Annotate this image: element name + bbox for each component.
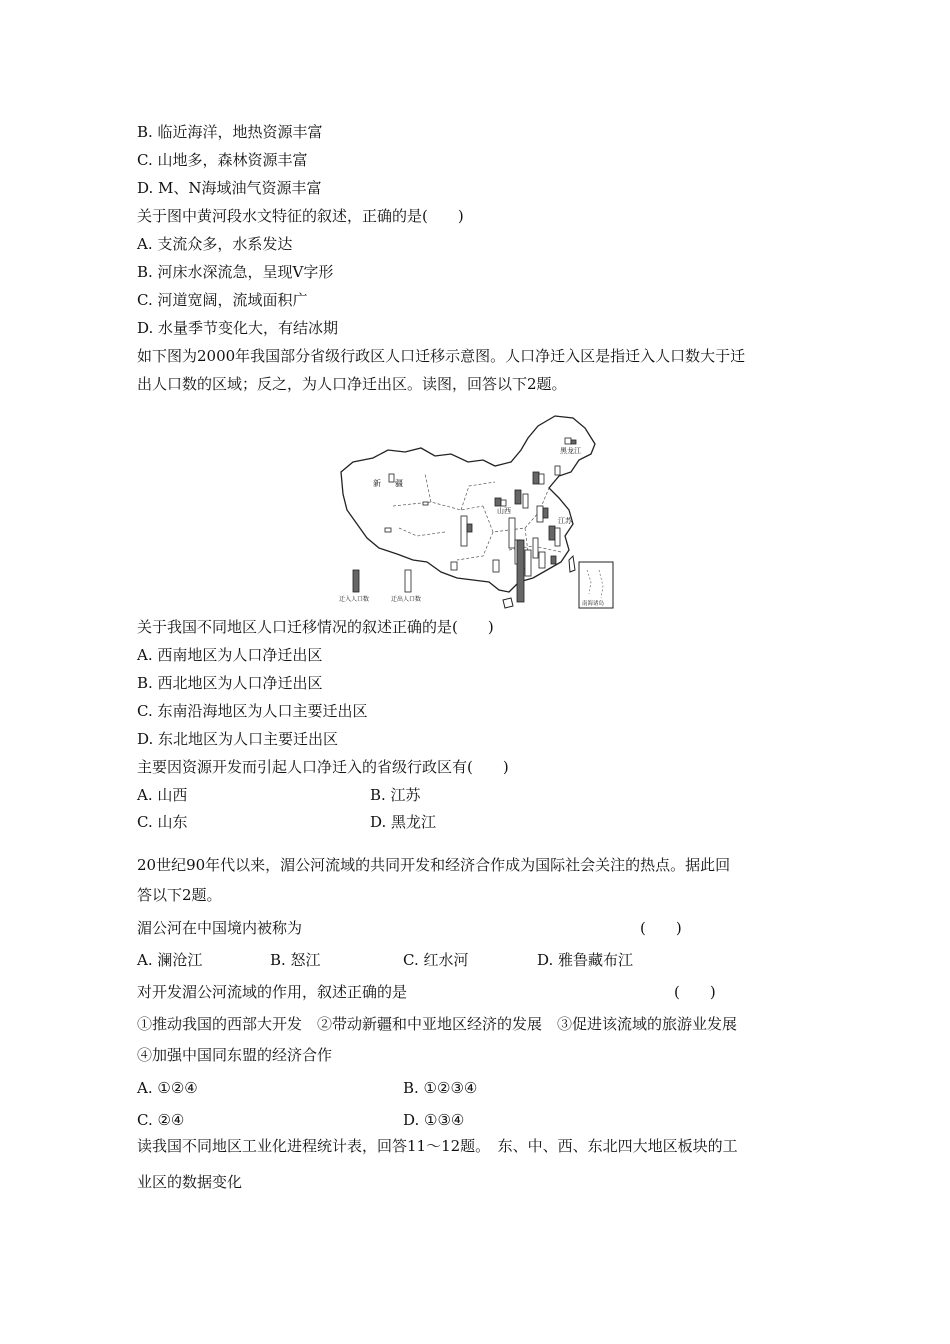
bar-sichuan-out (461, 516, 467, 546)
mekong-effect-option-d: D. ①③④ (403, 1111, 465, 1129)
migration-intro-line-1: 如下图为2000年我国部分省级行政区人口迁移示意图。人口净迁入区是指迁入人口数大于迁 (137, 347, 746, 365)
prev-option-b: B. 临近海洋，地热资源丰富 (137, 123, 323, 141)
bar-tibet-out (385, 528, 391, 532)
bar-guangxi-out (493, 560, 499, 572)
resource-option-d: D. 黑龙江 (370, 813, 437, 831)
bar-shandong-out (537, 506, 543, 522)
mekong-effect-option-b: B. ①②③④ (403, 1079, 478, 1097)
resource-option-c: C. 山东 (137, 813, 188, 831)
bar-anhui-out (533, 538, 538, 558)
legend-in-swatch (353, 570, 359, 592)
mekong-effect-items-line-1: ①推动我国的西部大开发 ②带动新疆和中亚地区经济的发展 ③促进该流域的旅游业发展 (137, 1015, 738, 1033)
bar-liaoning-out (539, 474, 544, 484)
legend-in-label: 迁入人口数 (339, 596, 370, 603)
industry-intro-line-2: 业区的数据变化 (137, 1173, 243, 1191)
mekong-intro-line-2: 答以下2题。 (137, 886, 222, 904)
yellow-river-option-b: B. 河床水深流急，呈现V字形 (137, 263, 334, 281)
resource-option-b: B. 江苏 (370, 786, 421, 804)
bar-hunan-out (525, 550, 531, 576)
mekong-name-option-d: D. 雅鲁藏布江 (537, 951, 634, 969)
south-sea-label: 南海诸岛 (582, 601, 605, 607)
bar-shandong-in (543, 508, 548, 518)
label-shanxi: 山西 (497, 507, 511, 515)
legend-out-swatch (405, 570, 411, 592)
yellow-river-option-d: D. 水量季节变化大，有结冰期 (137, 319, 339, 337)
migration-option-a: A. 西南地区为人口净迁出区 (137, 646, 323, 664)
hainan-island (503, 598, 513, 608)
migration-option-d: D. 东北地区为人口主要迁出区 (137, 730, 339, 748)
mekong-effect-option-a: A. ①②④ (137, 1079, 198, 1097)
label-jiangsu: 江苏 (558, 517, 572, 525)
mekong-name-option-b: B. 怒江 (270, 951, 321, 969)
mekong-effect-option-c: C. ②④ (137, 1111, 185, 1129)
china-map-figure (333, 410, 618, 612)
bar-jiangsu-out (555, 528, 560, 546)
bar-beijing-in (515, 490, 521, 504)
bar-hebei-out (523, 494, 528, 508)
mekong-name-question-stem: 湄公河在中国境内被称为 (137, 919, 303, 937)
yellow-river-question-stem: 关于图中黄河段水文特征的叙述，正确的是( ) (137, 207, 464, 225)
mekong-effect-question-stem: 对开发湄公河流域的作用，叙述正确的是 (137, 983, 408, 1001)
bar-heilongjiang-in (571, 440, 576, 444)
resource-option-a: A. 山西 (137, 786, 188, 804)
yellow-river-option-c: C. 河道宽阔，流域面积广 (137, 291, 308, 309)
bar-shanxi-in (495, 498, 501, 506)
yellow-river-option-a: A. 支流众多，水系发达 (137, 235, 293, 253)
bar-henan-out (509, 518, 515, 548)
prev-option-d: D. M、N海域油气资源丰富 (137, 179, 322, 197)
legend-out-label: 迁出人口数 (391, 596, 422, 603)
bar-guangdong-in (517, 540, 524, 602)
migration-option-c: C. 东南沿海地区为人口主要迁出区 (137, 702, 368, 720)
bar-heilongjiang-out (565, 438, 571, 444)
bar-xinjiang-out (389, 474, 394, 482)
bar-sichuan-in (467, 524, 472, 532)
prev-option-c: C. 山地多，森林资源丰富 (137, 151, 308, 169)
label-heilongjiang: 黑龙江 (560, 447, 581, 455)
migration-map (333, 410, 618, 612)
bar-jiangxi-out (539, 552, 545, 568)
bar-jiangsu-in (549, 526, 555, 540)
china-outline (341, 416, 595, 592)
migration-option-b: B. 西北地区为人口净迁出区 (137, 674, 323, 692)
industry-intro-line-1: 读我国不同地区工业化进程统计表，回答11～12题。 东、中、西、东北四大地区板块的工 (137, 1137, 738, 1155)
mekong-effect-items-line-2: ④加强中国同东盟的经济合作 (137, 1046, 333, 1064)
mekong-name-option-c: C. 红水河 (403, 951, 469, 969)
taiwan-island (569, 556, 575, 572)
bar-shanxi-out (501, 500, 506, 506)
mekong-name-option-a: A. 澜沧江 (137, 951, 203, 969)
mekong-intro-line-1: 20世纪90年代以来，湄公河流域的共同开发和经济合作成为国际社会关注的热点。据此回 (137, 856, 731, 874)
label-xinjiang-1: 新 (373, 479, 381, 488)
bar-qinghai-out (423, 502, 428, 505)
label-xinjiang-2: 疆 (395, 479, 403, 488)
bar-liaoning-in (533, 472, 539, 484)
resource-question-stem: 主要因资源开发而引起人口净迁入的省级行政区有( ) (137, 758, 509, 776)
mekong-name-answer-paren: ( ) (640, 919, 682, 937)
bar-fujian-in (551, 556, 556, 564)
bar-yunnan-out (451, 562, 457, 570)
migration-question-stem: 关于我国不同地区人口迁移情况的叙述正确的是( ) (137, 618, 494, 636)
mekong-effect-answer-paren: ( ) (674, 983, 716, 1001)
bar-jilin-out (555, 466, 560, 475)
migration-intro-line-2: 出人口数的区域；反之，为人口净迁出区。读图，回答以下2题。 (137, 375, 567, 393)
